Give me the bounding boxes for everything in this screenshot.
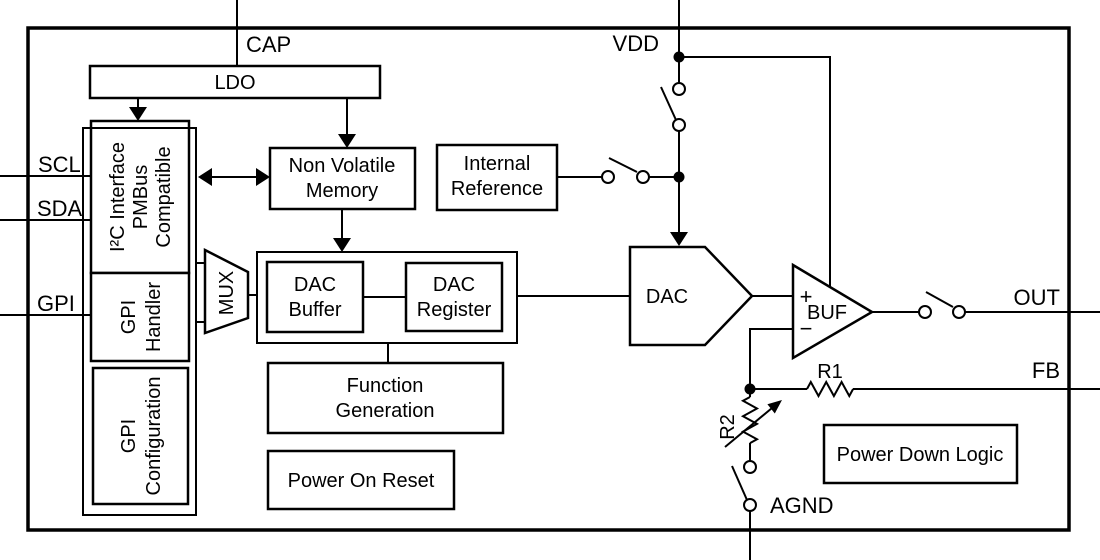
- mux-label: MUX: [216, 270, 238, 316]
- function-generation-block: [268, 363, 503, 433]
- dac-buffer-label-line2: Buffer: [288, 299, 342, 321]
- fb-pin-label: FB: [1031, 358, 1060, 383]
- function-generation-label-line2: Generation: [335, 400, 435, 422]
- arrowhead-into-i2c: [129, 107, 147, 121]
- intref-switch-contact-right: [637, 171, 649, 183]
- gpi-pin-label: GPI: [37, 291, 75, 316]
- r2-label: R2: [717, 414, 739, 440]
- nvm-label-line2: Memory: [305, 180, 379, 202]
- r1-resistor: [807, 382, 853, 396]
- buf-minus-sign: −: [799, 316, 813, 341]
- vdd-junction-dot: [674, 52, 685, 63]
- dac-buffer-block: [267, 262, 363, 332]
- vdd-switch-contact-top: [673, 83, 685, 95]
- power-on-reset-label: Power On Reset: [287, 470, 435, 492]
- internal-reference-label-line1: Internal: [463, 153, 531, 175]
- buf-feedback-wire: [750, 329, 793, 389]
- sda-pin-label: SDA: [37, 196, 83, 221]
- fb-junction-dot: [745, 384, 756, 395]
- i2c-label-line1: I²C Interface: [107, 141, 129, 253]
- dac-register-label-line2: Register: [416, 299, 492, 321]
- scl-pin-label: SCL: [38, 152, 81, 177]
- vdd-pin-label: VDD: [612, 31, 659, 56]
- gpi-handler-label-line2: Handler: [143, 281, 165, 353]
- gpi-configuration-label-line2: Configuration: [143, 376, 165, 496]
- arrowhead-into-dacbuf: [333, 238, 351, 252]
- arrowhead-into-nvm: [338, 134, 356, 148]
- cap-pin-label: CAP: [246, 32, 292, 57]
- r1-label: R1: [817, 361, 843, 383]
- intref-switch-contact-left: [602, 171, 614, 183]
- internal-reference-label-line2: Reference: [450, 178, 544, 200]
- nvm-label-line1: Non Volatile: [288, 155, 396, 177]
- vdd-switch-contact-bottom: [673, 119, 685, 131]
- arrowhead-left: [198, 168, 212, 186]
- agnd-switch-contact-top: [744, 461, 756, 473]
- dac-register-label-line1: DAC: [432, 274, 476, 296]
- intref-junction-dot: [674, 172, 685, 183]
- r2-arrowhead: [767, 400, 782, 414]
- intref-switch-blade: [609, 158, 637, 172]
- out-switch-contact-right: [953, 306, 965, 318]
- function-generation-label-line1: Function: [346, 375, 424, 397]
- dac-label: DAC: [645, 286, 689, 308]
- agnd-pin-label: AGND: [770, 493, 834, 518]
- arrowhead-right: [256, 168, 270, 186]
- gpi-configuration-block: [93, 368, 188, 504]
- power-down-logic-label: Power Down Logic: [836, 444, 1004, 466]
- gpi-handler-block: [91, 273, 189, 361]
- buf-plus-sign: +: [799, 284, 813, 309]
- dac-buffer-label-line1: DAC: [293, 274, 337, 296]
- agnd-switch-contact-bottom: [744, 499, 756, 511]
- gpi-configuration-label-line1: GPI: [118, 418, 140, 454]
- gpi-handler-label-line1: GPI: [118, 299, 140, 335]
- out-switch-contact-left: [919, 306, 931, 318]
- r2-resistor: [743, 397, 757, 443]
- out-pin-label: OUT: [1013, 285, 1060, 310]
- buf-label: BUF: [807, 302, 847, 324]
- i2c-label-line3: Compatible: [153, 146, 175, 248]
- arrowhead-into-dac: [670, 232, 688, 246]
- out-switch-blade: [926, 292, 953, 307]
- i2c-label-line2: PMBus: [130, 164, 152, 230]
- ldo-label: LDO: [214, 72, 256, 94]
